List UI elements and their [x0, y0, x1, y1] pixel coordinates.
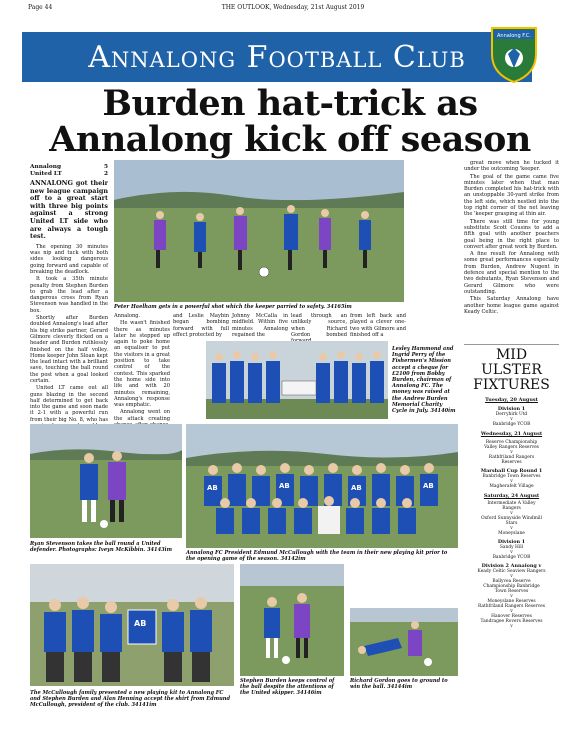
article-paragraph: There was still time for young substitute Scott Cousins to add a fifth goal with another poachers goal being in the right place to convert after great work by Burden.	[464, 218, 559, 250]
caption-team: Annalong FC President Edmund McCullough with the team in their new playing kit prior to the opening game of the season. 34142im	[186, 550, 448, 563]
score-row: Annalong 5	[30, 164, 108, 170]
fixture-line: v	[510, 417, 513, 423]
fixture-line: v	[510, 449, 513, 455]
article-column-1	[30, 164, 108, 423]
fixture-line: v	[510, 624, 513, 630]
fixture-line: Banbridge YCOB	[492, 422, 531, 428]
article-paragraph: He wasn't finished there as minutes later he stepped up again to poke home an equaliser to put the visitors in a great position to take control of the contest. This sparked the home side into life and with 20 minutes remaining, Annalong's response was emphatic.	[114, 320, 170, 409]
photo-team	[186, 424, 458, 548]
fixtures-panel	[464, 344, 559, 629]
fixture-line: v	[510, 574, 513, 580]
photo-ryan-image	[30, 424, 182, 538]
headline: Burden hat-trick as Annalong kick off season	[49, 83, 531, 160]
article-column-4: Johnny McCalla in midfield. Within five minutes Annalong regained the	[232, 313, 288, 338]
shirt-sponsor: AB	[134, 619, 147, 628]
fixtures-day	[464, 397, 559, 427]
fixture-line: Tandragee Rovers Reserves	[480, 619, 543, 625]
fixture-date: Wednesday, 21 August	[480, 431, 543, 438]
fixture-line: Banbridge Town Reserves	[482, 473, 541, 479]
banner-title: Annalong Football Club	[88, 39, 466, 75]
photo-ryan-stevenson	[30, 424, 182, 538]
caption-action-shot: Peter Haelham gets in a powerful shot which the keeper parried to safety. 34165im	[114, 304, 352, 310]
fixture-line: v	[510, 511, 513, 517]
article-column-2	[114, 313, 170, 422]
photo-kit-image	[30, 564, 234, 686]
fixture-line: Moneyslane	[498, 531, 525, 537]
photo-cheque-presentation	[206, 341, 388, 419]
fixture-line: Banbridge YCOB	[492, 555, 531, 561]
fixture-line: Rathfriland Rangers	[488, 454, 535, 460]
photo-action-image	[114, 160, 404, 302]
article-paragraph: great move when he tucked it under the outcoming 'keeper.	[464, 160, 559, 173]
shirt-sponsor: AB	[279, 482, 290, 490]
article-paragraph: A fine result for Annalong with some great performances especially from Burden, Andrew Nugent in defence and special mention to the two debutants, Ryan Stevenson and Gerard Gilmore who were outstanding.	[464, 251, 559, 295]
fixture-line: Reserve Championship	[485, 439, 538, 445]
fixture-heading: Division 2 Annalong v	[481, 563, 542, 570]
fixture-line: v	[510, 594, 513, 600]
fixture-line: Magherafelt Village	[489, 483, 534, 489]
fixture-line: Reserves	[501, 459, 522, 465]
fixture-line: Valley Rangers Reserves	[484, 444, 539, 450]
fixture-line: v	[510, 526, 513, 532]
article-paragraph: The opening 30 minutes was nip and tuck with both sides looking dangerous going forward and capable of breaking the deadlock.	[30, 243, 108, 275]
fixtures-title: MID ULSTER FIXTURES	[464, 344, 559, 393]
article-paragraph: Shortly after Burden doubled Annalong's lead after his big strike partner, Gerard Gilmore cleverly flicked on a header and Burden ruthlessly finished on the half volley. Home keeper John Sloan kept the lead intact with a brilliant save, touching the ball round the post when a goal looked certain.	[30, 315, 108, 384]
fixture-line: Rathfriland Rangers Reserves	[478, 604, 545, 610]
article-lead: ANNALONG got their new league campaign off to a great start with three big points against a strong United LT side who are always a tough test.	[30, 179, 108, 241]
caption-ryan: Ryan Stevenson takes the ball round a United defender. Photographs: Iveyn McKibbin. 34143im	[30, 541, 172, 554]
fixture-line: v	[510, 478, 513, 484]
article-paragraph: United LT came out all guns blazing in the second half determined to get back into the game and soon made it 2-1 with a powerful run from their big No. 8, who has	[30, 385, 108, 423]
shirt-sponsor: AB	[423, 482, 434, 490]
crest-icon	[488, 24, 540, 84]
fixtures-day	[464, 493, 559, 630]
caption-richard: Richard Gordon goes to ground to win the ball. 34144im	[350, 678, 448, 691]
club-crest	[488, 24, 540, 84]
photo-richard-image	[350, 608, 458, 676]
fixture-line: Hanover Reserves	[491, 614, 532, 620]
page-number: Page 44	[28, 4, 53, 11]
fixture-line: Sandy Hill	[499, 545, 524, 551]
caption-stephen: Stephen Burden keeps control of the ball despite the attentions of the United skipper. 34146im	[240, 678, 335, 697]
fixture-line: Championship Banbridge	[483, 584, 540, 590]
fixture-line: Moneyslane Reserves	[487, 599, 536, 605]
article-column-7	[464, 160, 559, 342]
fixture-line: Ballyvea Reserve	[492, 579, 531, 585]
fixture-date: Tuesday, 20 August	[485, 397, 538, 403]
score-row: United LT 2	[30, 171, 108, 177]
shirt-sponsor: AB	[207, 484, 218, 492]
fixture-heading: Division 1	[497, 406, 526, 413]
article-paragraph: It took a 35th minute penalty from Stephen Burden to grab the lead after a dangerous cross from Ryan Stevenson was handled in the box.	[30, 276, 108, 314]
article-column-5: lead through an unlikely source, when Richard Gordon bombed	[291, 313, 347, 338]
photo-action-shot	[114, 160, 404, 302]
fixture-line: Intermediate A Valley	[487, 501, 536, 507]
fixture-heading: Division 1	[497, 539, 526, 546]
fixture-line: v	[510, 609, 513, 615]
fixtures-day	[464, 431, 559, 488]
section-banner	[22, 32, 532, 82]
fixture-line: Keady Celtic Seaview Rangers	[477, 569, 546, 575]
fixture-line: Oxford Sunnyside Windmill	[481, 516, 542, 522]
folio	[28, 4, 558, 14]
caption-cheque: Lesley Hammond and Ingrid Perry of the Fishermen's Mission accept a cheque for £2100 from Bobby Burden, chairman of Annalong FC. The money was raised at the Andrew Burden Memorial Charity Cycle in July. 34140im	[392, 346, 456, 415]
fixture-heading: Marshall Cup Round 1	[480, 467, 543, 474]
fixture-line: Derryhirk Utd	[495, 412, 528, 418]
fixture-line: v	[510, 550, 513, 556]
photo-stephen-image	[240, 564, 344, 676]
photo-richard-gordon	[350, 608, 458, 676]
fixture-line: Rangers	[502, 506, 521, 512]
article-paragraph: Annalong.	[114, 313, 141, 319]
photo-team-image	[186, 424, 458, 548]
article-column-6: from left back and played a clever one-two with Gilmore and finished off a	[350, 313, 406, 338]
fixture-line: Town Reserves	[494, 589, 529, 595]
photo-cheque-image	[206, 341, 388, 419]
fixture-line: Stars	[505, 521, 518, 527]
crest-lettering: Annalong F.C.	[497, 33, 531, 39]
article-paragraph: This Saturday Annalong have another home league game against Keady Celtic.	[464, 296, 559, 315]
shirt-sponsor: AB	[351, 484, 362, 492]
scoreline	[30, 164, 108, 178]
article-column-3: and Leslie Maybin began bombing forward with full effect protected by	[173, 313, 229, 338]
article-paragraph: Annalong went on the attack creating	[114, 409, 170, 422]
caption-kit: The McCullough family presented a new playing kit to Annalong FC and Stephen Burden and Alan Henning accept the shirt from Edmund McCullough, president of the club. 34141im	[30, 690, 231, 709]
article-paragraph: The goal of the game came five minutes later when that man Burden completed his hat-trick with an unstoppable 30-yard strike from the left side, which nestled into the top right corner of the net leaving the 'keeper grasping at thin air.	[464, 173, 559, 218]
dateline: THE OUTLOOK, Wednesday, 21st August 2019	[221, 4, 365, 11]
photo-stephen-burden	[240, 564, 344, 676]
photo-kit-presentation	[30, 564, 234, 686]
fixture-date: Saturday, 24 August	[483, 492, 540, 499]
